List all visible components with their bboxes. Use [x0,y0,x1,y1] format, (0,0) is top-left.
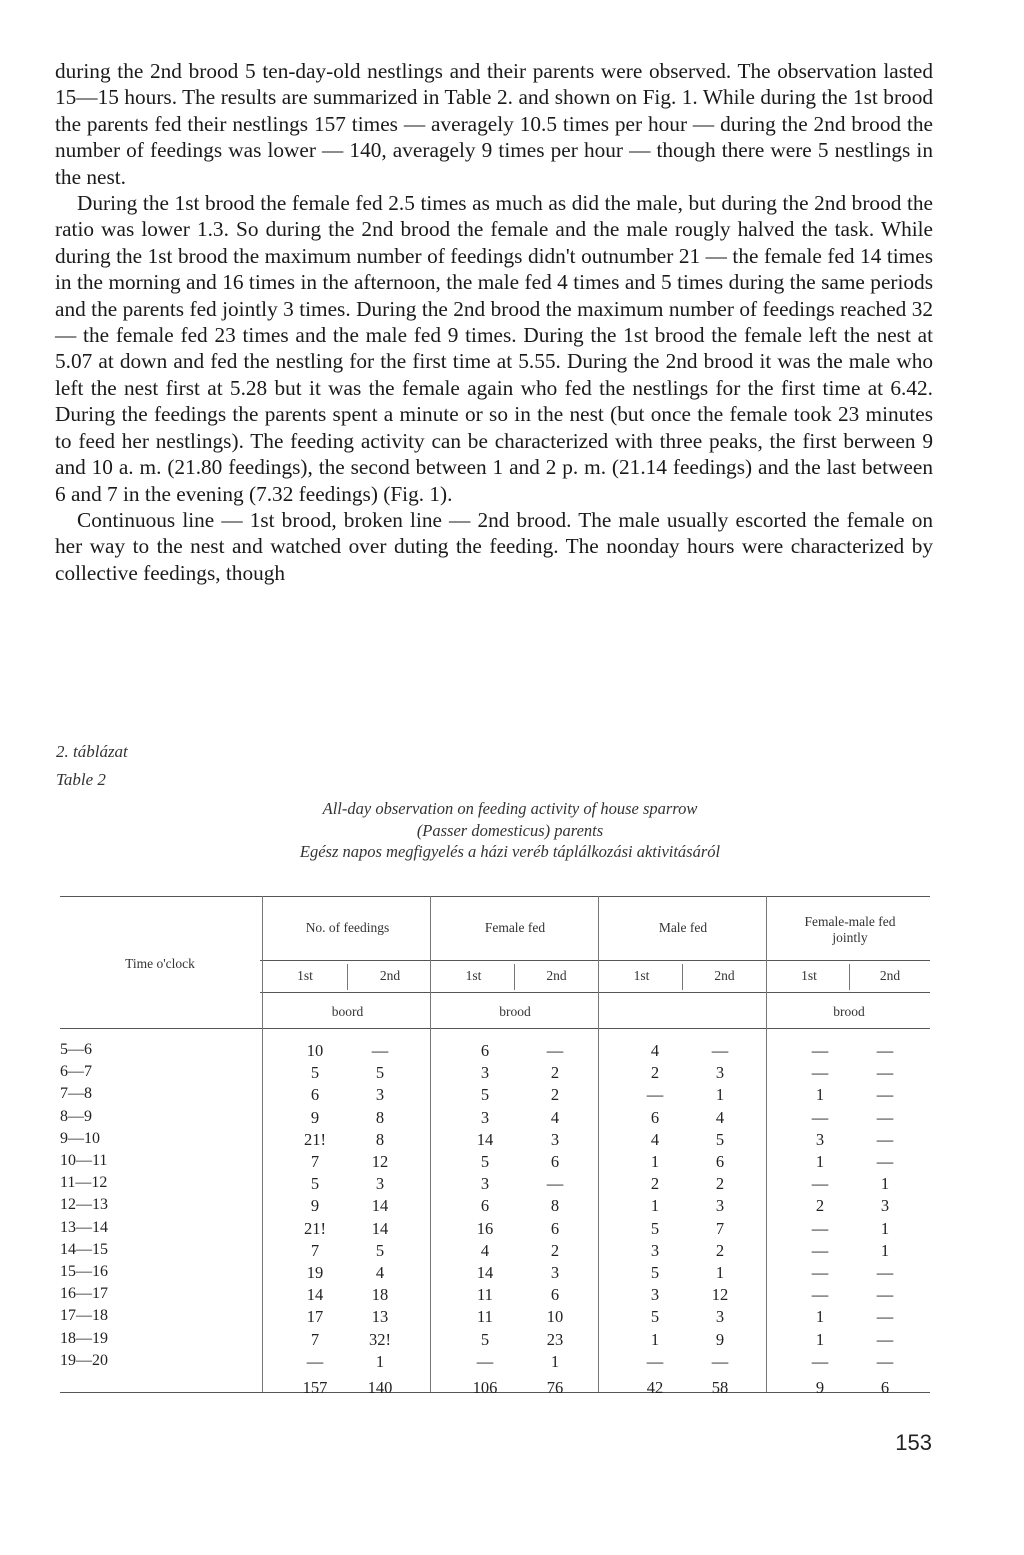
value-cell: — [811,1107,829,1127]
time-cell: 11—12 [60,1174,108,1192]
value-cell: 4 [550,1107,560,1127]
table-title-line: Egész napos megfigyelés a házi veréb táplálkozási aktivitásáról [299,842,721,861]
value-cell: 2 [550,1085,560,1105]
value-cell: 6 [715,1152,725,1171]
column-divider [430,896,431,1392]
paragraph-1: during the 2nd brood 5 ten-day-old nestlings and their parents were observed. The observation lasted 15—15 hours. The results are summarized in Table 2. and shown on Fig. 1. While during the 1st brood the parents fed their nestlings 157 times — averagely 10.5 times per hour — during the 2nd brood the number of feedings was lower — 140, averagely 9 times per hour — though there were 5 nestlings in the nest. [55,59,933,189]
value-cell: 21! [304,1218,326,1238]
value-cell: 7 [715,1218,725,1238]
value-cell: 2 [715,1240,725,1260]
value-cell: 2 [550,1063,560,1083]
value-cell: — [876,1351,894,1371]
value-cell: 3 [815,1129,825,1149]
value-cell: — [876,1041,894,1060]
value-cell: 3 [480,1063,490,1083]
value-cell: 21! [304,1129,326,1149]
value-cell: — [711,1351,729,1371]
time-cell: 17—18 [60,1307,108,1325]
value-cell: 1 [650,1152,660,1171]
time-cell: 14—15 [60,1240,108,1258]
table-caption-hungarian: 2. táblázat [56,742,128,761]
value-cell: 11 [477,1285,493,1305]
value-cell: 2 [815,1196,825,1216]
value-cell: — [811,1041,829,1060]
time-cell: 8—9 [60,1107,92,1125]
value-cell: 2 [715,1174,725,1194]
total-cell: 6 [880,1378,890,1397]
sub-divider [849,964,850,990]
value-cell: 5 [375,1063,385,1083]
value-cell: 6 [310,1085,320,1105]
value-cell: — [876,1152,894,1171]
sub-1st: 1st [633,968,650,983]
value-cell: 7 [310,1329,320,1349]
value-cell: 14 [476,1129,494,1149]
value-cell: 3 [550,1129,560,1149]
value-cell: 1 [550,1351,560,1371]
table-title [100,798,920,863]
value-cell: 1 [715,1263,725,1282]
value-cell: 3 [650,1285,660,1305]
column-divider [262,896,263,1392]
value-cell: 8 [375,1107,385,1127]
value-cell: 10 [306,1041,324,1060]
value-cell: 1 [880,1174,890,1194]
value-cell: 3 [550,1263,560,1282]
value-cell: 5 [650,1263,660,1282]
value-cell: 1 [815,1329,825,1349]
value-cell: 8 [375,1129,385,1149]
value-cell: 6 [480,1041,490,1060]
time-cell: 15—16 [60,1263,108,1280]
value-cell: — [546,1174,564,1194]
sub-divider [514,964,515,990]
time-cell: 16—17 [60,1285,108,1303]
header-female-fed: Female fed [484,920,546,935]
value-cell: 4 [650,1129,660,1149]
footer-boord: boord [331,1004,364,1019]
value-cell: 6 [480,1196,490,1216]
value-cell: 5 [480,1152,490,1171]
total-cell: 106 [472,1378,498,1397]
total-cell: 9 [815,1378,825,1397]
value-cell: 1 [815,1307,825,1327]
value-cell: 4 [715,1107,725,1127]
value-cell: 18 [371,1285,389,1305]
total-cell: 76 [546,1378,564,1397]
value-cell: — [876,1085,894,1105]
value-cell: 3 [880,1196,890,1216]
value-cell: 5 [375,1240,385,1260]
paragraph-2: During the 1st brood the female fed 2.5 times as much as did the male, but during the 2nd brood the ratio was lower 1.3. So during the 2nd brood the female and the male rougly halved the task. While during the 1st brood the maximum number of feedings didn't outnumber 21 — the female fed 14 times in the morning and 16 times in the afternoon, the male fed 4 times and 5 times during the same periods and the parents fed jointly 3 times. During the 2nd brood the maximum number of feedings reached 32 — the female fed 23 times and the male fed 9 times. During the 1st brood the female left the nest at 5.07 at down and fed the nestling for the first time at 5.55. During the 2nd brood it was the male who left the nest first at 5.28 but it was the female again who fed the nestlings for the first time at 6.42. During the feedings the parents spent a minute or so in the nest (but once the female took 23 minutes to feed her nestlings). The feeding activity can be characterized with three peaks, the first berween 9 and 10 a. m. (21.80 feedings), the second between 1 and 2 p. m. (21.14 feedings) and the last between 6 and 7 in the evening (7.32 feedings) (Fig. 1). [55,191,933,506]
value-cell: — [811,1063,829,1083]
value-cell: 3 [375,1174,385,1194]
header-sub-rule [260,992,930,993]
value-cell: 6 [650,1107,660,1127]
table-title-line: (Passer domesticus) parents [416,820,604,840]
value-cell: 2 [650,1174,660,1194]
value-cell: 1 [650,1196,660,1216]
value-cell: — [876,1263,894,1282]
value-cell: 17 [306,1307,324,1327]
value-cell: — [876,1285,894,1305]
value-cell: 1 [375,1351,385,1371]
value-cell: 9 [310,1107,320,1127]
table-caption-english: Table 2 [56,770,106,789]
time-cell: 10—11 [60,1152,108,1169]
sub-divider [682,964,683,990]
value-cell: 16 [476,1218,494,1238]
value-cell: 12 [711,1285,729,1305]
total-cell: 157 [302,1378,328,1397]
sub-2nd: 2nd [714,968,735,983]
sub-2nd: 2nd [546,968,567,983]
column-divider [598,896,599,1392]
value-cell: 2 [650,1063,660,1083]
value-cell: 8 [550,1196,560,1216]
sub-2nd: 2nd [379,968,401,983]
value-cell: 3 [715,1196,725,1216]
header-mid-rule [260,960,930,961]
value-cell: — [306,1351,324,1371]
value-cell: 3 [715,1063,725,1083]
total-cell: 140 [367,1378,393,1397]
value-cell: — [811,1218,829,1238]
value-cell: 23 [546,1329,564,1349]
value-cell: 3 [650,1240,660,1260]
header-no-feedings: No. of feedings [305,920,390,935]
value-cell: 5 [480,1329,490,1349]
value-cell: — [371,1041,389,1060]
time-cell: 18—19 [60,1329,108,1347]
value-cell: 11 [477,1307,493,1327]
sub-1st: 1st [465,968,482,983]
value-cell: 5 [480,1085,490,1105]
total-cell: 42 [646,1378,664,1397]
value-cell: 3 [715,1307,725,1327]
total-cell: 58 [711,1378,729,1397]
value-cell: 9 [310,1196,320,1216]
value-cell: 1 [650,1329,660,1349]
value-cell: — [811,1174,829,1194]
value-cell: — [876,1307,894,1327]
value-cell: 4 [480,1240,490,1260]
time-cell: 7—8 [60,1085,92,1103]
sub-1st: 1st [801,968,817,983]
header-time: Time o'clock [125,956,195,971]
sub-divider [347,964,348,990]
value-cell: 3 [375,1085,385,1105]
value-cell: — [811,1351,829,1371]
value-cell: — [811,1240,829,1260]
table-title-line: All-day observation on feeding activity of house sparrow [322,799,698,818]
value-cell: — [876,1107,894,1127]
time-cell: 19—20 [60,1351,108,1369]
value-cell: — [546,1041,564,1060]
value-cell: 10 [546,1307,564,1327]
header-male-fed: Male fed [658,920,708,935]
value-cell: 1 [815,1085,825,1105]
sub-2nd: 2nd [879,968,901,983]
value-cell: 12 [371,1152,389,1171]
value-cell: 14 [306,1285,324,1305]
value-cell: 5 [310,1174,320,1194]
value-cell: 5 [715,1129,725,1149]
value-cell: 14 [371,1218,389,1238]
value-cell: — [646,1351,664,1371]
value-cell: — [811,1263,829,1282]
value-cell: — [876,1063,894,1083]
value-cell: 5 [650,1307,660,1327]
value-cell: 9 [715,1329,725,1349]
value-cell: 3 [480,1174,490,1194]
paragraph-3: Continuous line — 1st brood, broken line — 2nd brood. The male usually escorted the female on her way to the nest and watched over duting the feeding. The noonday hours were characterized by collective feedings, though [55,507,933,585]
value-cell: 3 [480,1107,490,1127]
value-cell: — [876,1129,894,1149]
value-cell: 1 [815,1152,825,1171]
value-cell: 1 [880,1218,890,1238]
value-cell: 13 [371,1307,389,1327]
value-cell: — [476,1351,494,1371]
time-cell: 12—13 [60,1196,108,1214]
time-cell: 6—7 [60,1063,92,1081]
value-cell: 7 [310,1152,320,1171]
header-jointly: Female-male fed jointly [804,914,896,945]
table-header-rule [60,1028,930,1029]
time-cell: 5—6 [60,1041,92,1058]
value-cell: 14 [476,1263,494,1282]
time-cell: 13—14 [60,1218,108,1236]
value-cell: 4 [375,1263,385,1282]
value-cell: 6 [550,1285,560,1305]
footer-brood: brood [499,1004,531,1019]
footer-brood: brood [833,1004,865,1019]
value-cell: 19 [306,1263,324,1282]
value-cell: 6 [550,1218,560,1238]
value-cell: 2 [550,1240,560,1260]
value-cell: — [811,1285,829,1305]
value-cell: — [876,1329,894,1349]
column-divider [766,896,767,1392]
value-cell: — [711,1041,729,1060]
table-top-rule [60,896,930,897]
value-cell: 5 [310,1063,320,1083]
time-cell: 9—10 [60,1129,100,1147]
value-cell: 7 [310,1240,320,1260]
sub-1st: 1st [297,968,313,983]
page-number: 153 [895,1430,932,1455]
value-cell: 32! [369,1329,391,1349]
value-cell: 1 [880,1240,890,1260]
value-cell: 6 [550,1152,560,1171]
value-cell: — [646,1085,664,1105]
body-text [55,58,933,586]
value-cell: 5 [650,1218,660,1238]
value-cell: 4 [650,1041,660,1060]
value-cell: 14 [371,1196,389,1216]
value-cell: 1 [715,1085,725,1105]
